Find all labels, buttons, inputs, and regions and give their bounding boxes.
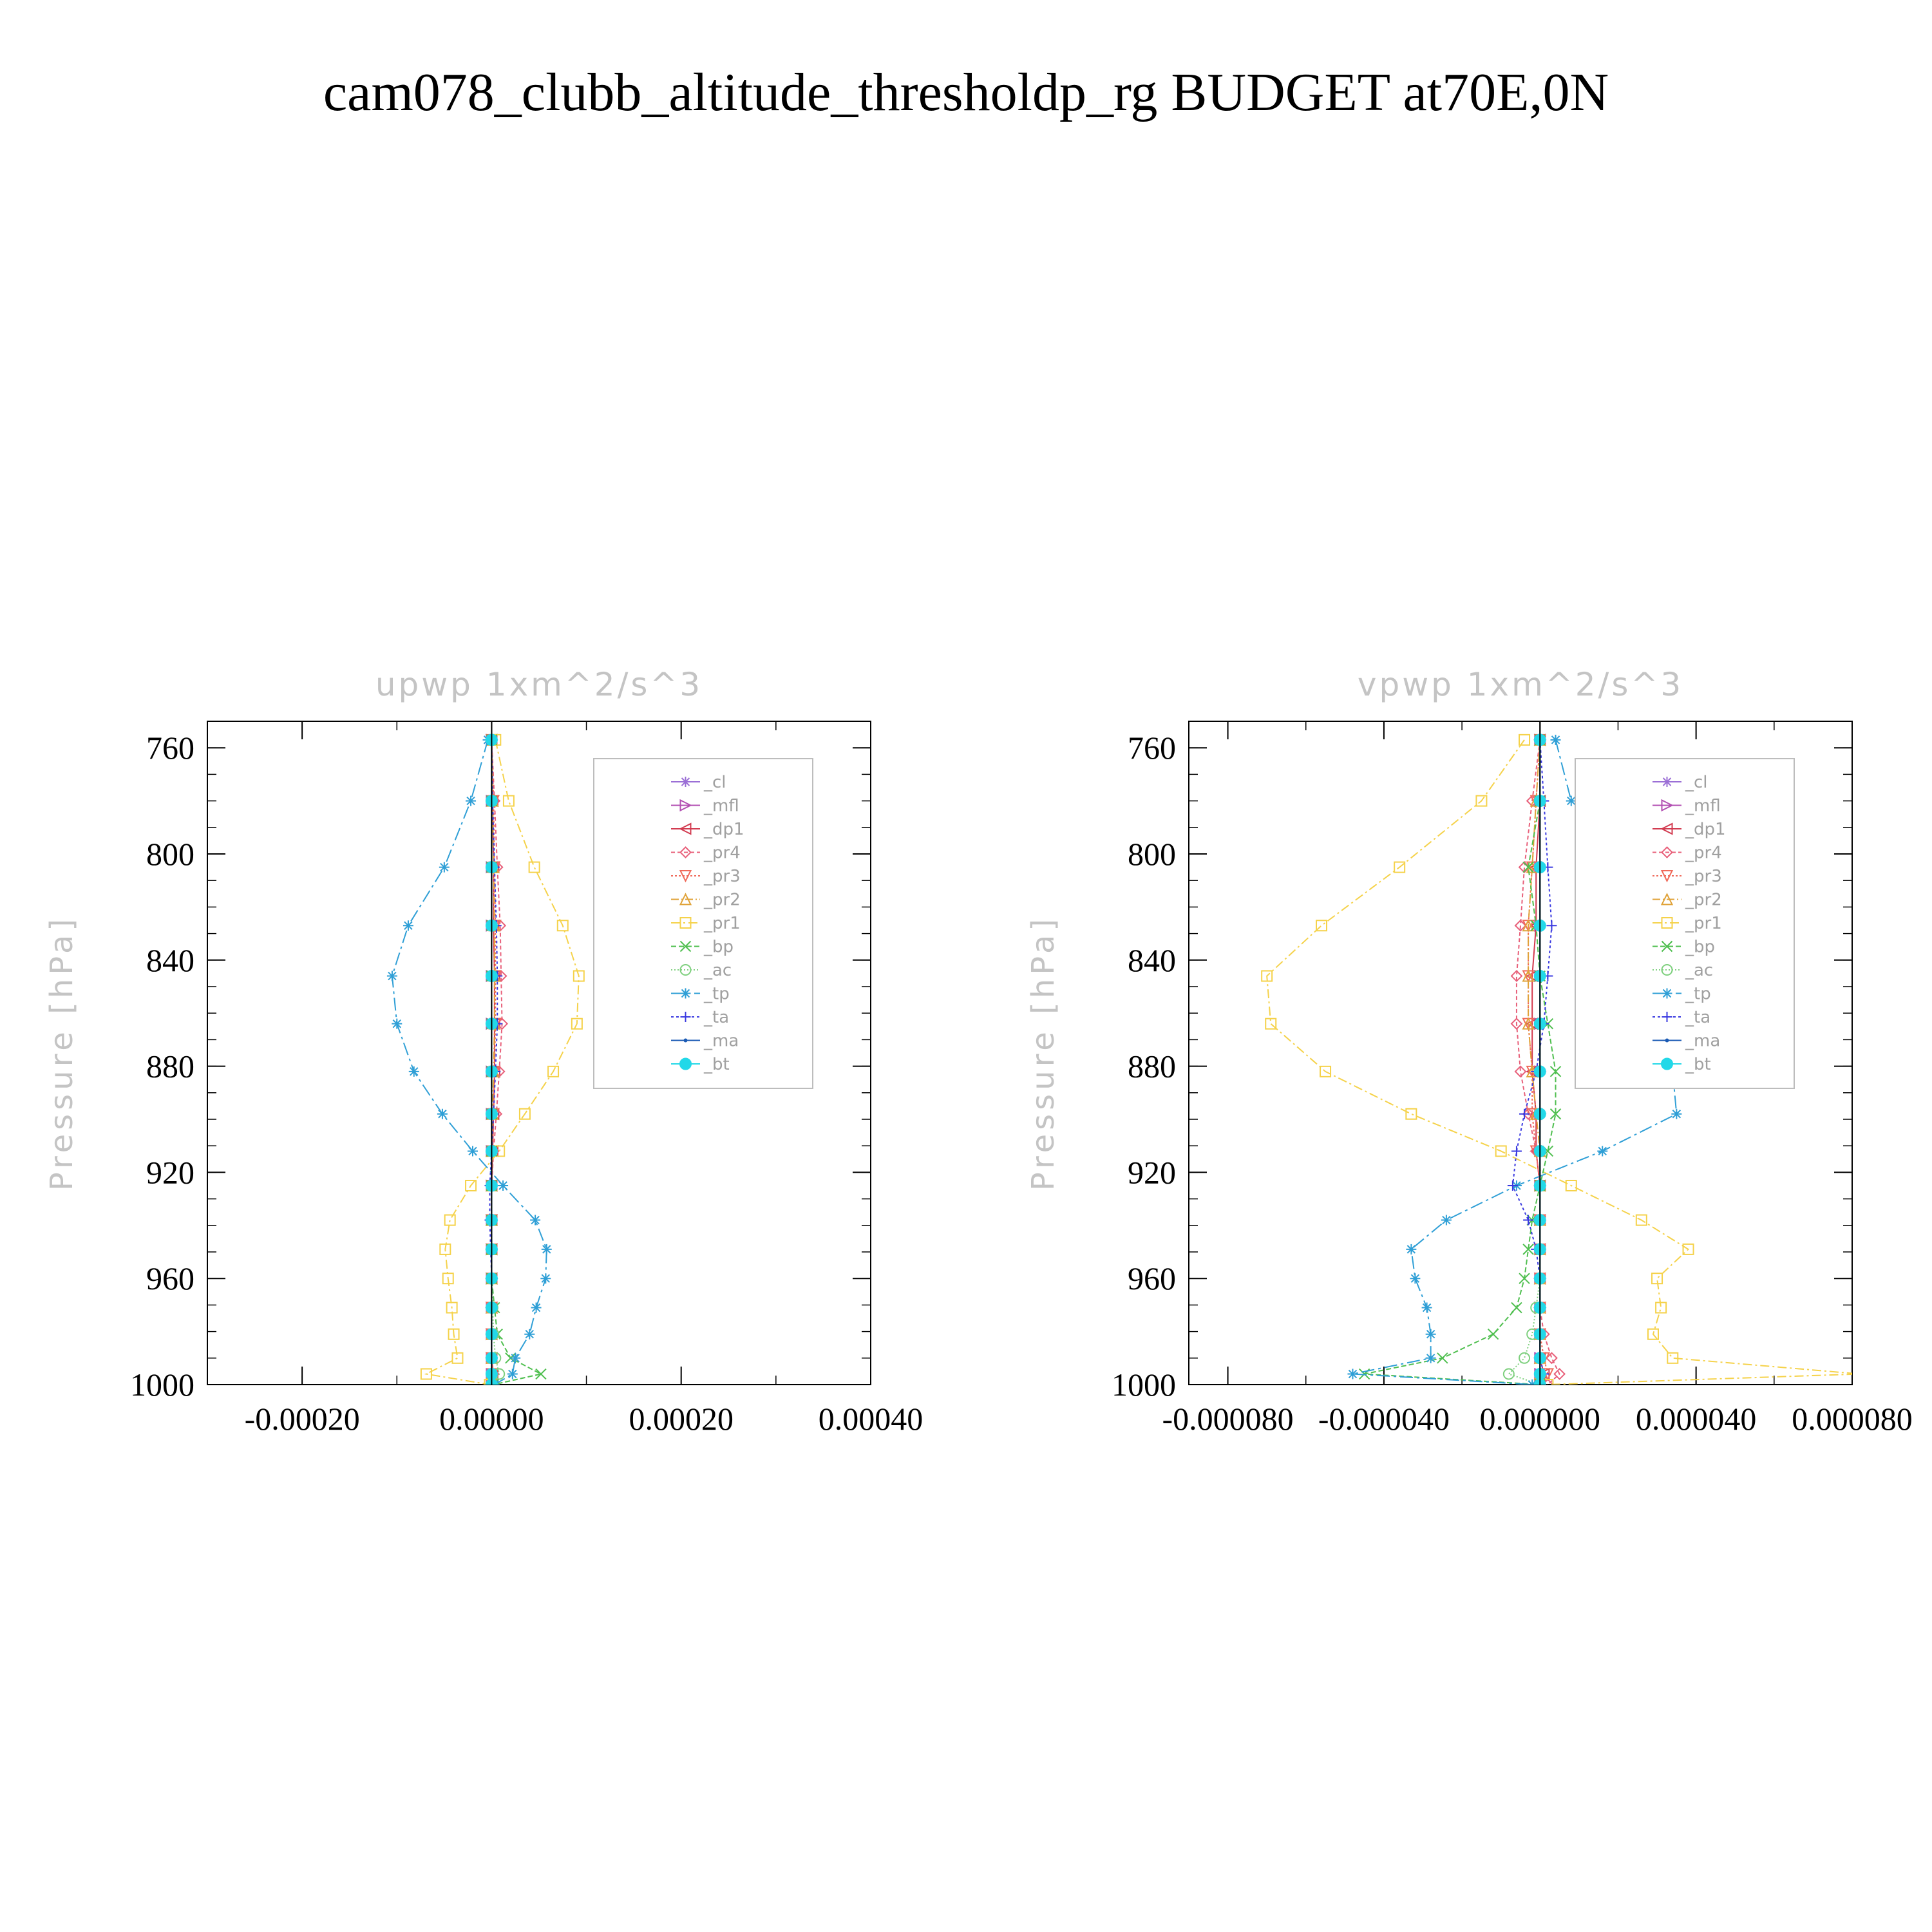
x-tick-label: 0.000000 [1479,1401,1601,1437]
legend-label: _pr4 [704,843,741,863]
legend-label: _ac [1685,961,1714,980]
legend [1575,759,1794,1088]
data-point-tp [531,1303,542,1313]
y-tick-label: 760 [1128,730,1176,766]
legend-label: _ma [704,1031,739,1051]
chart-panel-2 [1025,666,1913,1437]
legend-label: _pr1 [1685,914,1722,933]
legend-label: _pr4 [1685,843,1722,863]
legend-label: _mfl [1685,796,1721,816]
legend-label: _bt [1685,1055,1711,1074]
data-point-tp [1406,1244,1416,1255]
legend-label: _ta [1685,1008,1711,1027]
y-axis-label: Pressure [hPa] [1025,914,1061,1191]
legend-label: _pr2 [1685,890,1722,910]
legend-marker [1662,777,1672,787]
y-tick-label: 800 [146,836,194,872]
x-tick-label: 0.00040 [818,1401,923,1437]
legend-marker [1662,989,1672,999]
data-point-bp [1551,1066,1561,1077]
legend [594,759,813,1088]
y-tick-label: 760 [146,730,194,766]
legend-box [594,759,813,1088]
chart-panel-1 [44,666,923,1437]
data-point-tp [1671,1109,1681,1119]
series-line-tp [392,740,547,1385]
legend-label: _ma [1685,1031,1721,1051]
data-point-ta [1511,1146,1522,1156]
data-point-tp [409,1066,419,1077]
x-tick-label: 0.000080 [1792,1401,1913,1437]
y-tick-label: 1000 [130,1367,194,1403]
legend-label: _dp1 [704,820,744,839]
data-point-ac [1519,1353,1530,1363]
legend-label: _ac [704,961,732,980]
data-point-tp [1426,1353,1436,1363]
legend-label: _pr3 [1685,867,1722,886]
series-layer [387,721,584,1390]
y-tick-label: 880 [146,1048,194,1084]
x-tick-label: 0.00020 [629,1401,734,1437]
series-line-ac [1509,740,1540,1385]
data-point-tp [542,1244,552,1255]
data-point-tp [1422,1303,1432,1313]
legend-marker [684,1039,688,1043]
legend-label: _cl [1685,773,1708,792]
legend-marker [680,1058,692,1070]
legend-label: _mfl [704,796,739,816]
x-tick-label: -0.000040 [1318,1401,1450,1437]
data-point-tp [1597,1146,1607,1156]
data-point-tp [507,1369,518,1379]
legend-marker [1662,1058,1673,1070]
legend-marker [681,777,691,787]
x-tick-label: -0.000080 [1162,1401,1294,1437]
legend-label: _pr2 [704,890,741,910]
legend-label: _pr1 [704,914,741,933]
data-point-ac [1504,1369,1514,1379]
y-tick-label: 920 [1128,1154,1176,1191]
y-tick-label: 920 [146,1154,194,1191]
legend-label: _pr3 [704,867,741,886]
x-tick-label: 0.00000 [439,1401,544,1437]
data-point-tp [468,1146,478,1156]
data-point-tp [403,920,413,931]
data-point-tp [498,1180,508,1191]
data-point-tp [530,1215,540,1226]
y-axis-label: Pressure [hPa] [44,914,80,1191]
legend-label: _bp [704,937,734,957]
panel-title: upwp 1xm^2/s^3 [375,666,703,703]
y-tick-label: 840 [1128,942,1176,978]
figure-title: cam078_clubb_altitude_thresholdp_rg BUDGET at70E,0N [323,62,1609,122]
y-tick-label: 840 [146,942,194,978]
legend-label: _bp [1685,937,1716,957]
data-point-tp [392,1019,402,1029]
series-line-pr1 [426,740,579,1385]
y-tick-label: 960 [146,1260,194,1297]
legend-label: _bt [704,1055,730,1074]
data-point-tp [524,1329,535,1340]
data-point-tp [1551,735,1561,745]
series-line-bp [1365,740,1556,1385]
data-point-bp [1511,1303,1522,1313]
data-point-tp [466,796,476,806]
legend-marker [681,989,691,999]
legend-label: _tp [704,984,730,1004]
data-point-tp [1426,1329,1436,1340]
legend-box [1575,759,1794,1088]
data-point-pr1 [504,796,514,806]
y-tick-label: 800 [1128,836,1176,872]
data-point-tp [1410,1273,1420,1283]
data-point-pr1 [1406,1109,1416,1119]
data-point-tp [540,1273,551,1283]
data-point-tp [1347,1369,1358,1379]
data-point-tp [1441,1215,1452,1226]
legend-marker [1665,1039,1669,1043]
legend-label: _cl [704,773,726,792]
y-tick-label: 880 [1128,1048,1176,1084]
data-point-tp [510,1353,520,1363]
data-point-bp [1437,1353,1448,1363]
legend-label: _dp1 [1685,820,1726,839]
series-line-bp [491,740,541,1385]
x-tick-label: -0.00020 [244,1401,360,1437]
data-point-bp [536,1369,546,1379]
data-point-bp [1488,1329,1499,1340]
x-tick-label: 0.000040 [1635,1401,1757,1437]
data-point-ta [1546,920,1557,931]
legend-label: _tp [1685,984,1711,1004]
data-point-tp [437,1109,448,1119]
y-tick-label: 960 [1128,1260,1176,1297]
data-point-pr1 [445,1215,455,1226]
data-point-tp [387,971,397,981]
panel-title: vpwp 1xm^2/s^3 [1357,666,1684,703]
data-point-tp [439,862,450,873]
y-tick-label: 1000 [1112,1367,1176,1403]
data-point-pr1 [1855,1369,1865,1379]
data-point-pr1 [529,862,540,873]
legend-label: _ta [704,1008,730,1027]
